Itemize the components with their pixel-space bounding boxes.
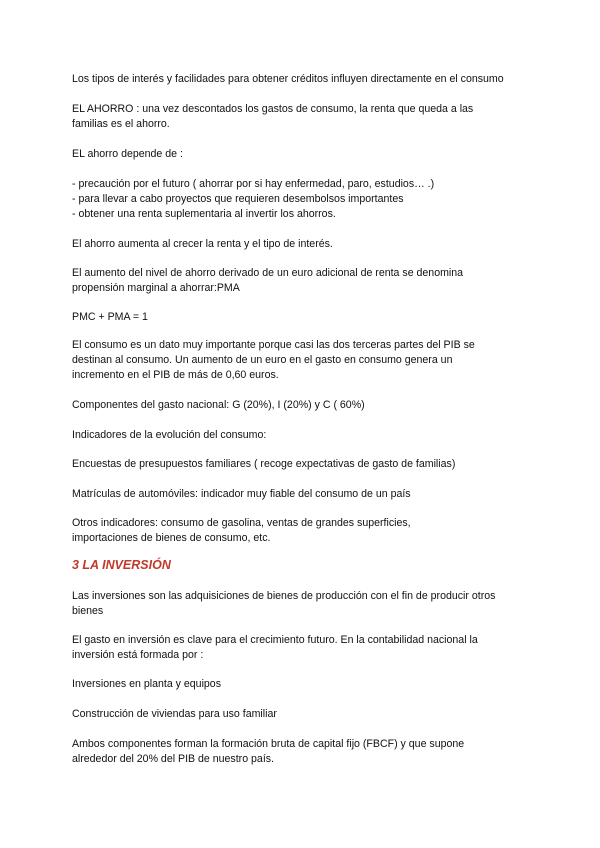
text-line: bienes xyxy=(72,605,104,617)
text-line: - para llevar a cabo proyectos que requieren desembolsos importantes xyxy=(72,193,404,205)
paragraph xyxy=(72,310,542,325)
text-line: Inversiones en planta y equipos xyxy=(72,678,222,690)
text-line: Otros indicadores: consumo de gasolina, ventas de grandes superficies, xyxy=(72,517,411,529)
paragraph xyxy=(72,457,542,472)
paragraph xyxy=(72,707,542,722)
paragraph xyxy=(72,147,542,162)
paragraph xyxy=(72,266,542,296)
text-line: El ahorro aumenta al crecer la renta y el tipo de interés. xyxy=(72,238,333,250)
paragraph xyxy=(72,428,542,443)
text-line: EL ahorro depende de : xyxy=(72,148,183,160)
text-line: incremento en el PIB de más de 0,60 euros. xyxy=(72,369,279,381)
paragraph xyxy=(72,633,542,663)
text-line: destinan al consumo. Un aumento de un euro en el gasto en consumo genera un xyxy=(72,354,453,366)
text-line: El gasto en inversión es clave para el crecimiento futuro. En la contabilidad nacional la xyxy=(72,634,478,646)
paragraph xyxy=(72,737,542,767)
text-line: El aumento del nivel de ahorro derivado de un euro adicional de renta se denomina xyxy=(72,267,464,279)
paragraph xyxy=(72,102,542,132)
text-line: propensión marginal a ahorrar:PMA xyxy=(72,282,240,294)
text-line: inversión está formada por : xyxy=(72,649,204,661)
text-line: Matrículas de automóviles: indicador muy fiable del consumo de un país xyxy=(72,488,411,500)
text-line: PMC + PMA = 1 xyxy=(72,311,148,323)
text-line: El consumo es un dato muy importante porque casi las dos terceras partes del PIB se xyxy=(72,339,475,351)
text-line: Ambos componentes forman la formación bruta de capital fijo (FBCF) y que supone xyxy=(72,738,465,750)
section-heading xyxy=(72,558,171,572)
paragraph xyxy=(72,677,542,692)
text-line: importaciones de bienes de consumo, etc. xyxy=(72,532,271,544)
paragraph xyxy=(72,487,542,502)
text-line: Las inversiones son las adquisiciones de bienes de producción con el fin de producir otros xyxy=(72,590,496,602)
text-line: Componentes del gasto nacional: G (20%), I (20%) y C ( 60%) xyxy=(72,399,365,411)
text-line: 3 LA INVERSIÓN xyxy=(72,558,171,572)
text-line: - obtener una renta suplementaria al invertir los ahorros. xyxy=(72,208,336,220)
text-line: EL AHORRO : una vez descontados los gastos de consumo, la renta que queda a las xyxy=(72,103,474,115)
text-line: - precaución por el futuro ( ahorrar por si hay enfermedad, paro, estudios… .) xyxy=(72,178,435,190)
paragraph xyxy=(72,398,542,413)
text-line: familias es el ahorro. xyxy=(72,118,170,130)
paragraph xyxy=(72,237,542,252)
text-line: Los tipos de interés y facilidades para obtener créditos influyen directamente en el consumo xyxy=(72,73,504,85)
text-line: Encuestas de presupuestos familiares ( recoge expectativas de gasto de familias) xyxy=(72,458,456,470)
text-line: Construcción de viviendas para uso familiar xyxy=(72,708,277,720)
text-line: alrededor del 20% del PIB de nuestro país. xyxy=(72,753,275,765)
paragraph xyxy=(72,177,542,222)
text-line: Indicadores de la evolución del consumo: xyxy=(72,429,267,441)
paragraph xyxy=(72,72,542,87)
paragraph xyxy=(72,338,542,383)
paragraph xyxy=(72,589,542,619)
paragraph xyxy=(72,516,542,546)
